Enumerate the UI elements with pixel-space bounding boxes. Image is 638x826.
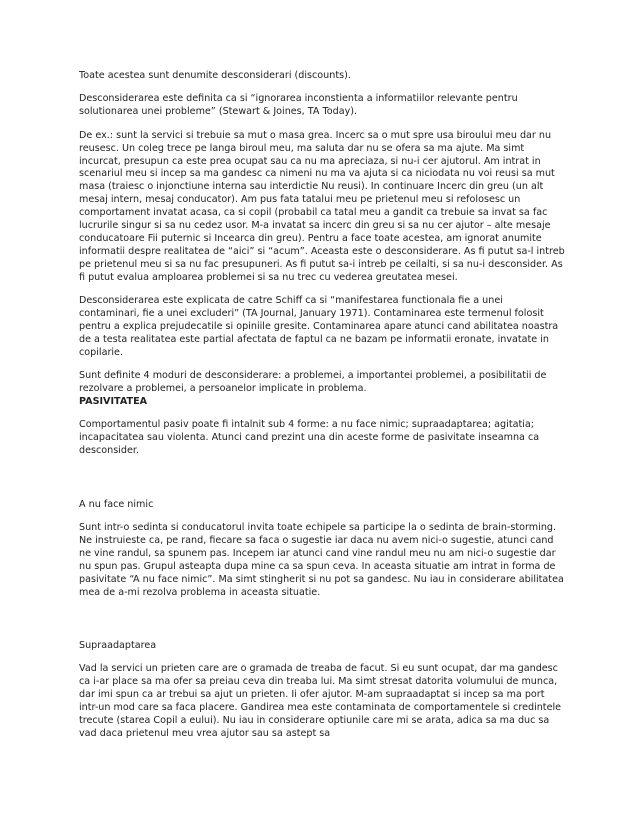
document-page [79,70,565,751]
subheading-supraadaptarea: Supraadaptarea [79,639,157,651]
section-spacer [79,469,565,499]
section-spacer [79,610,565,640]
paragraph-example-table: De ex.: sunt la servici si trebuie sa mut o masa grea. Incerc sa o mut spre usa biroului meu dar nu reusesc. Un coleg trece pe langa biroul meu, ma saluta dar nu se ofera sa ma ajute. Ma simt incurcat, presupun ca este prea ocupat sau ca nu ma apreciaza, si nu-i cer ajutorul. Am intrat in scenariul meu si incep sa ma gandesc ca nimeni nu ma va ajuta si ca niciodata nu voi reusi sa mut masa (traiesc o injonctiune interna sau interdictie Nu reusi). In continuare Incerc din greu (un alt mesaj intern, mesaj conducator). Am pus fata tatalui meu pe prietenul meu si refolosesc un comportament invatat acasa, ca si copil (probabil ca tatal meu a gandit ca trebuie sa invat sa fac lucrurile singur si sa nu cedez usor. M-a invatat sa incerc din greu si sa nu cer ajutor – alte mesaje conducatoare Fii puternic si Incearca din greu). Pentru a face toate acestea, am ignorat anumite informatii despre realitatea de “aici” si “acum”. Aceasta este o desconsiderare. As fi putut sa-l intreb pe prietenul meu si sa nu fac presupuneri. As fi putut sa-i intreb pe ceilalti, si sa nu-i desconsider. As fi putut evalua amploarea problemei si sa nu trec cu vederea greutatea mesei. [79,129,565,283]
paragraph-overadaptation: Vad la servici un prieten care are o gramada de treaba de facut. Si eu sunt ocupat, dar ma gandesc ca i-ar place sa ma ofer sa preiau ceva din treaba lui. Ma simt stresat datorita volumului de munca, dar imi spun ca ar trebui sa ajut un prieten. Ii ofer ajutor. M-am supraadaptat si incep sa ma port intr-un mod care sa faca placere. Gandirea mea este contaminata de comportamentele si credintele trecute (starea Copil a eului). Nu iau in considerare optiunile care mi se arata, adica sa ma duc sa vad daca prietenul meu vrea ajutor sau sa astept sa [79,663,562,739]
paragraph-passive-forms: Comportamentul pasiv poate fi intalnit sub 4 forme: a nu face nimic; supraadaptarea; agitatia; incapacitatea sau violenta. Atunci cand prezint una din aceste forme de pasivitate inseamna ca desconsider. [79,419,540,457]
paragraph-schiff: Desconsiderarea este explicata de catre Schiff ca si “manifestarea functionala fie a unei contaminari, fie a unei excluderi” (TA Journal, January 1971). Contaminarea este termenul folosit pentru a explica prejudecatile si opiniile gresite. Contaminarea apare atunci cand abilitatea noastra de a testa realitatea este partial afectata de faptul ca ne bazam pe informatii eronate, invatate in copilarie. [79,295,559,358]
paragraph-four-modes: Sunt definite 4 moduri de desconsiderare: a problemei, a importantei problemei, a posibilitatii de rezolvare a problemei, a persoanelor implicate in problema. [79,370,547,395]
heading-pasivitatea: PASIVITATEA [79,395,148,407]
paragraph-definition: Desconsiderarea este definita ca si “ignorarea inconstienta a informatiilor relevante pentru solutionarea unei probleme” (Stewart & Joines, TA Today). [79,93,518,118]
subheading-a-nu-face-nimic: A nu face nimic [79,498,154,510]
paragraph-discounts: Toate acestea sunt denumite desconsiderari (discounts). [79,70,351,81]
paragraph-brainstorming: Sunt intr-o sedinta si conducatorul invita toate echipele sa participe la o sedinta de brain-storming. Ne instruieste ca, pe rand, fiecare sa faca o sugestie iar daca nu avem nici-o sugestie, atunci cand ne vine randul, sa spunem pas. Incepem iar atunci cand vine randul meu nu am nici-o sugestie dar nu spun pas. Grupul asteapta dupa mine ca sa spun ceva. In aceasta situatie am intrat in forma de pasivitate “A nu face nimic”. Ma simt stingherit si nu pot sa gandesc. Nu iau in considerare abilitatea mea de a-mi rezolva problema in aceasta situatie. [79,521,564,598]
